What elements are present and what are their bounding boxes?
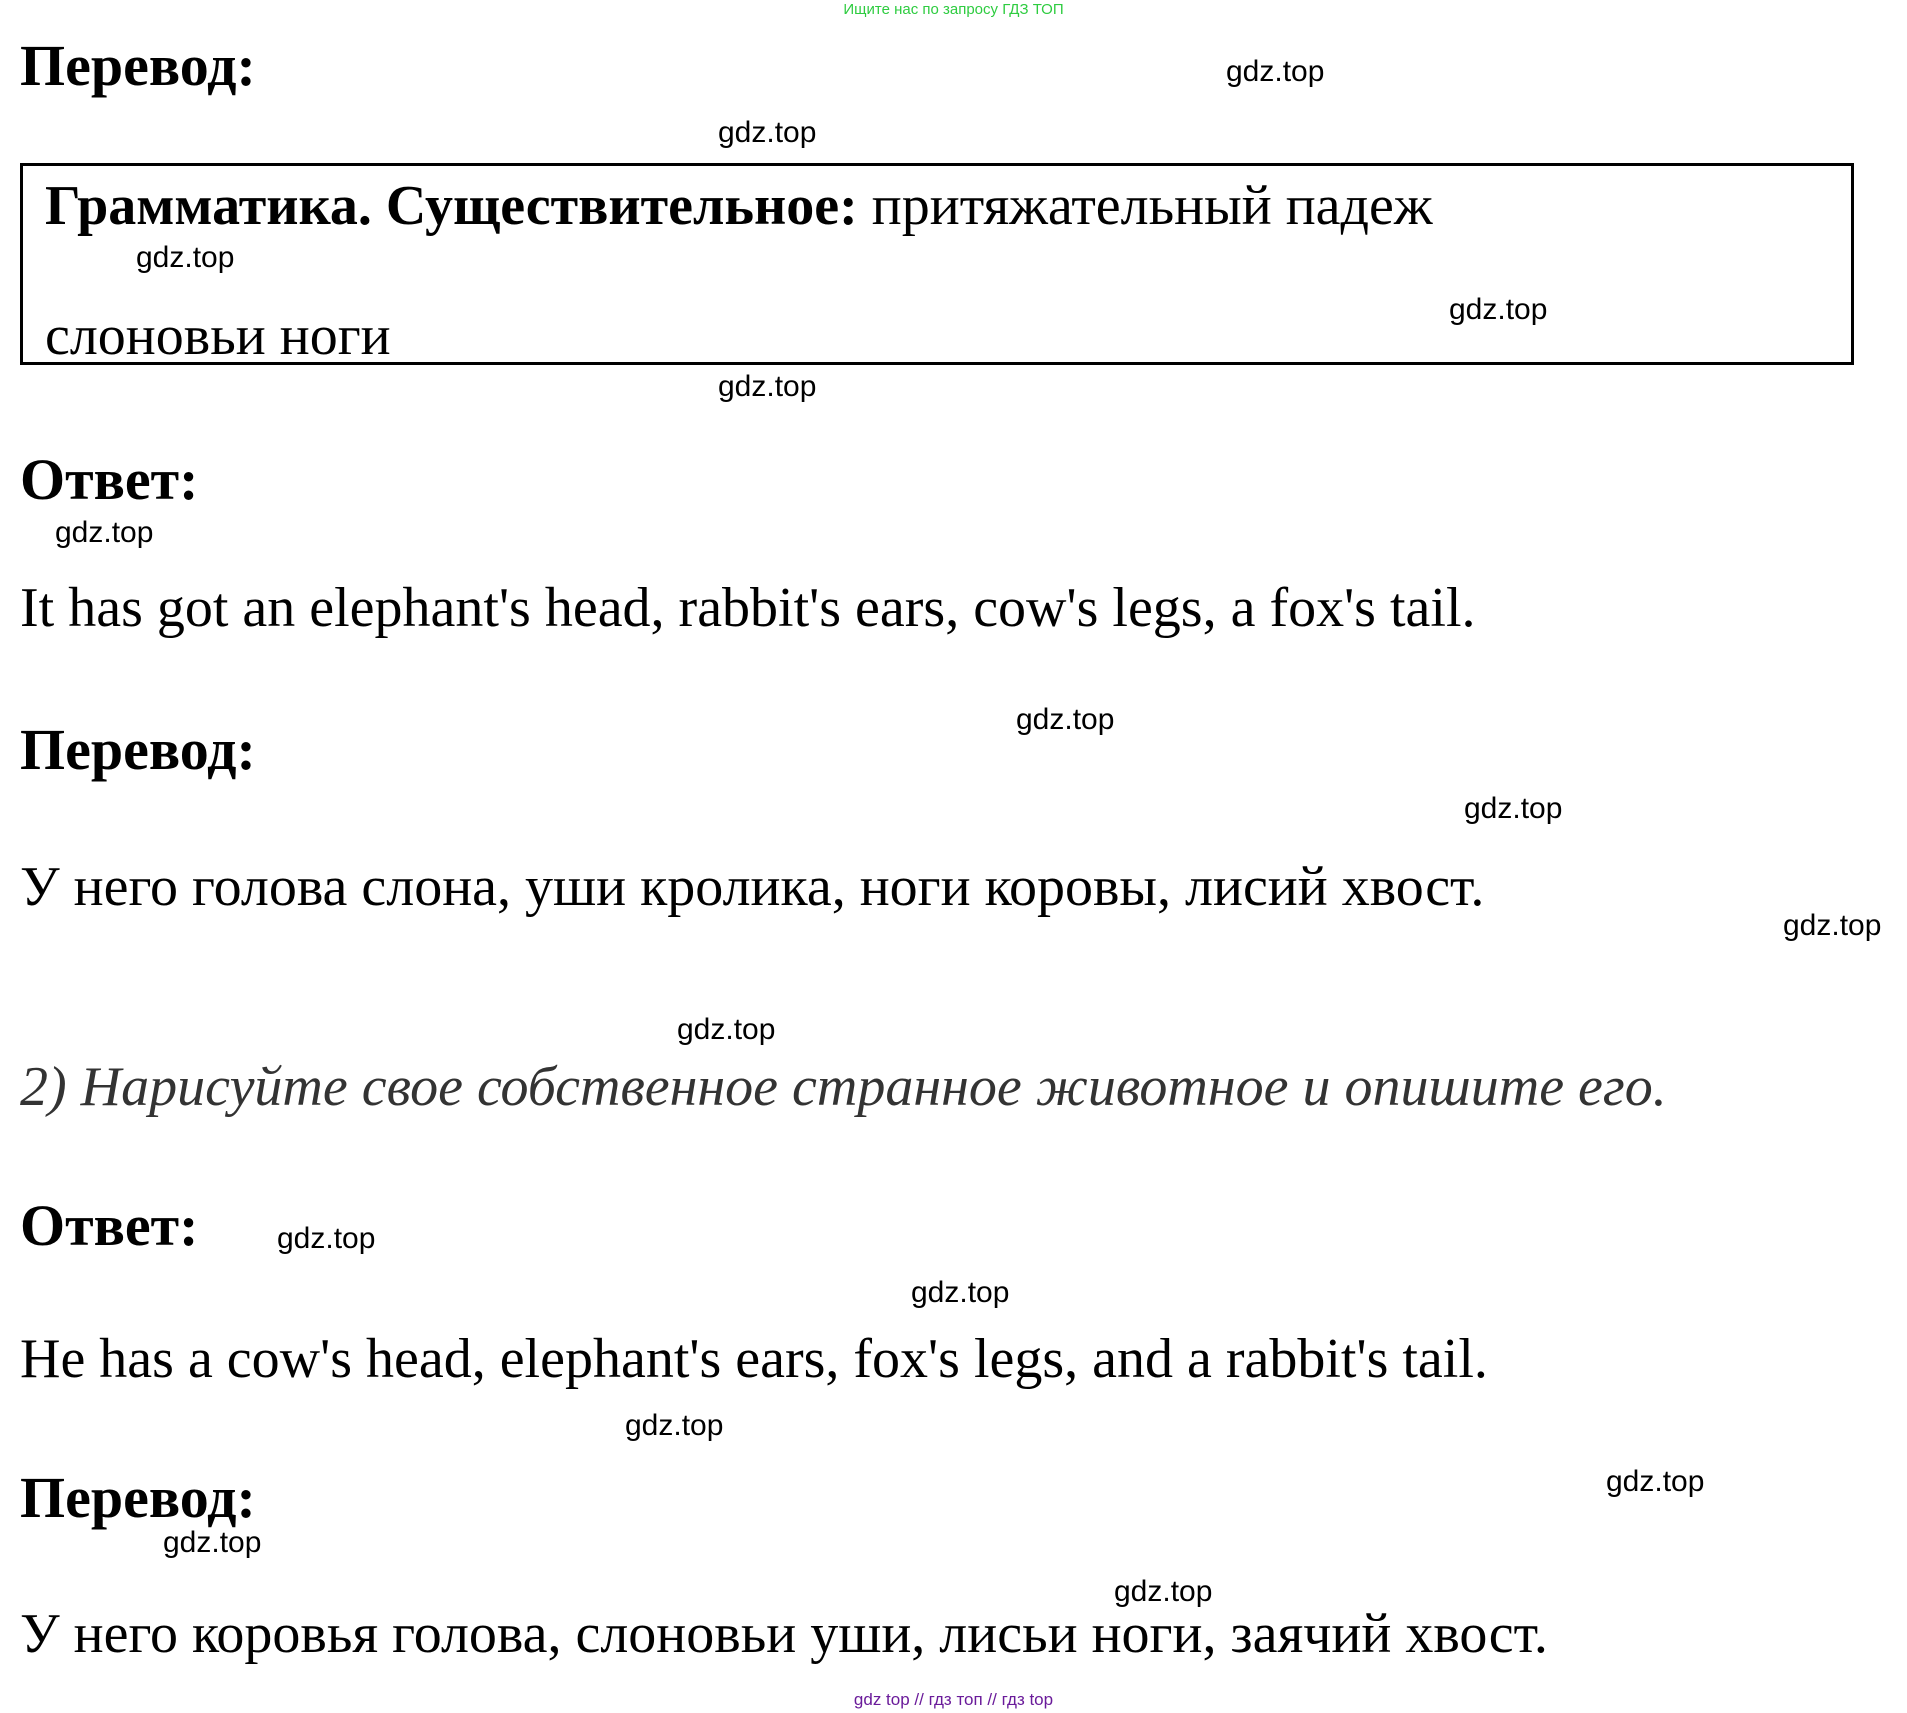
watermark: gdz.top <box>718 370 817 403</box>
watermark: gdz.top <box>277 1222 376 1255</box>
watermark: gdz.top <box>1226 55 1325 88</box>
watermark: gdz.top <box>1783 909 1882 942</box>
grammar-box-title-regular: притяжательный падеж <box>857 175 1433 237</box>
grammar-box-title-bold: Грамматика. Существительное: <box>45 175 858 237</box>
watermark: gdz.top <box>1464 792 1563 825</box>
answer-text-2: He has a cow's head, elephant's ears, fox's legs, and a rabbit's tail. <box>20 1328 1488 1390</box>
watermark: gdz.top <box>625 1409 724 1442</box>
heading-translation-1: Перевод: <box>20 33 256 98</box>
footer-links: gdz top // гдз топ // гдз top <box>853 1690 1054 1709</box>
watermark: gdz.top <box>677 1013 776 1046</box>
grammar-box-title <box>45 174 1433 238</box>
watermark: gdz.top <box>718 116 817 149</box>
top-banner: Ищите нас по запросу ГДЗ ТОП <box>843 1 1064 18</box>
heading-translation-2: Перевод: <box>20 717 256 782</box>
watermark: gdz.top <box>911 1276 1010 1309</box>
grammar-box <box>20 163 1854 365</box>
answer-text-1: It has got an elephant's head, rabbit's ears, cow's legs, a fox's tail. <box>20 577 1476 639</box>
watermark: gdz.top <box>1606 1465 1705 1498</box>
translation-text-3: У него коровья голова, слоновьи уши, лисьи ноги, заячий хвост. <box>20 1603 1548 1665</box>
heading-translation-3: Перевод: <box>20 1465 256 1530</box>
translation-text-2: У него голова слона, уши кролика, ноги коровы, лисий хвост. <box>20 856 1485 918</box>
watermark: gdz.top <box>55 516 154 549</box>
heading-answer-2: Ответ: <box>20 1193 199 1258</box>
grammar-box-text: слоновьи ноги <box>45 305 391 367</box>
watermark: gdz.top <box>1114 1575 1213 1608</box>
heading-answer-1: Ответ: <box>20 447 199 512</box>
task-text: 2) Нарисуйте свое собственное странное животное и опишите его. <box>20 1056 1667 1118</box>
watermark: gdz.top <box>1449 293 1548 326</box>
watermark: gdz.top <box>136 241 235 274</box>
watermark: gdz.top <box>163 1526 262 1559</box>
watermark: gdz.top <box>1016 703 1115 736</box>
